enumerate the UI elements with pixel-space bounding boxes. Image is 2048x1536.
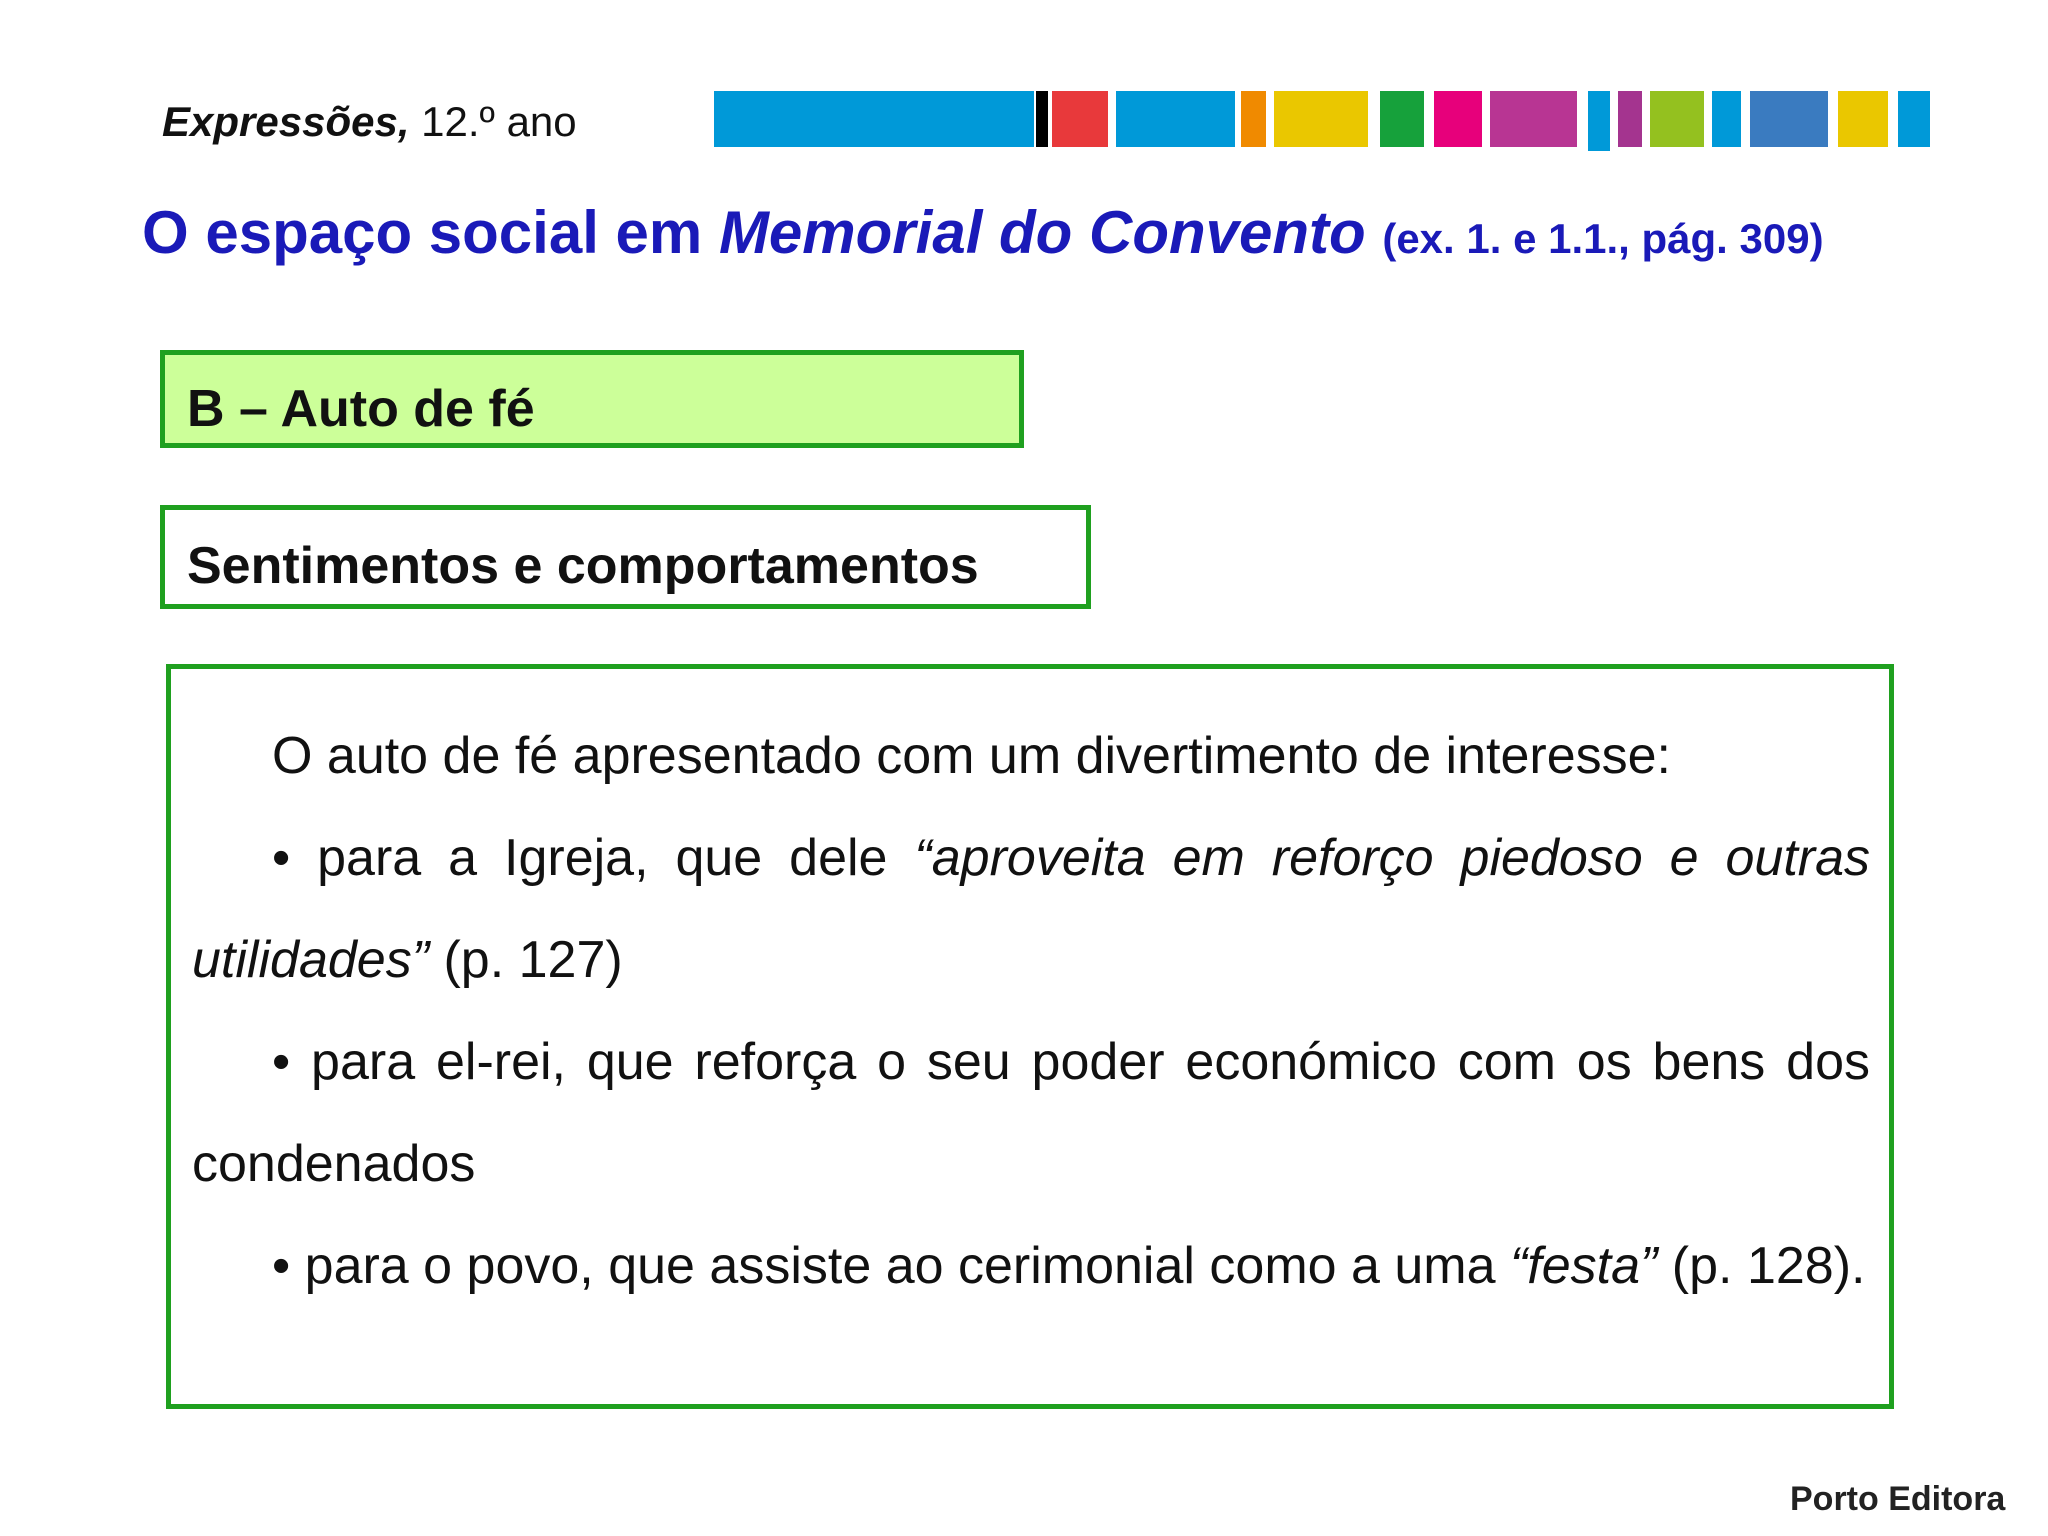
color-bar-segment [1838, 91, 1888, 147]
title-part-1: O espaço social em [142, 199, 719, 266]
title-book-name: Memorial do Convento [718, 199, 1366, 266]
color-bar-segment [1052, 91, 1108, 147]
item-igreja-quote: “aproveita em reforço piedoso e outras utilidades” [192, 829, 1871, 989]
color-bar-segment [1241, 91, 1266, 147]
color-bar-segment [1274, 91, 1368, 147]
series-label [162, 98, 577, 146]
color-bar-segment [1618, 91, 1642, 147]
intro-paragraph: O auto de fé apresentado com um divertimento de interesse: [272, 727, 1671, 785]
publisher-logo: Porto Editora [1790, 1480, 2006, 1518]
color-bar-segment [1712, 91, 1741, 147]
title-spacer [1366, 199, 1383, 266]
series-name: Expressões, [162, 98, 410, 145]
color-bar-segment [1434, 91, 1482, 147]
item-povo-ref: (p. 128). [1657, 1237, 1866, 1295]
page-title [142, 198, 2022, 267]
subsection-label: Sentimentos e comportamentos [187, 537, 979, 595]
series-year: 12.º ano [409, 98, 577, 145]
color-bar-segment [1588, 91, 1610, 151]
content-box [166, 664, 1894, 1409]
item-igreja [192, 807, 1870, 1011]
color-bar-segment [1116, 91, 1235, 147]
subsection-label-box [160, 505, 1091, 609]
item-igreja-ref: (p. 127) [429, 931, 623, 989]
color-bar-segment [1380, 91, 1424, 147]
color-bar-segment [1650, 91, 1704, 147]
section-label: B – Auto de fé [187, 380, 535, 438]
color-bar-segment [1898, 91, 1930, 147]
color-bar-segment [1750, 91, 1828, 147]
section-label-box [160, 350, 1024, 448]
item-povo-quote: “festa” [1509, 1237, 1658, 1295]
color-bar-segment [1036, 91, 1048, 147]
color-bar-segment [1490, 91, 1577, 147]
title-exercise-ref: (ex. 1. e 1.1., pág. 309) [1382, 215, 1824, 262]
item-povo-prefix: • para o povo, que assiste ao cerimonial como a uma [272, 1237, 1510, 1295]
item-povo [192, 1215, 1870, 1317]
item-el-rei: • para el-rei, que reforça o seu poder económico com os bens dos condenados [192, 1033, 1870, 1193]
color-bar-segment [714, 91, 1034, 147]
item-igreja-prefix: • para a Igreja, que dele [272, 829, 915, 887]
